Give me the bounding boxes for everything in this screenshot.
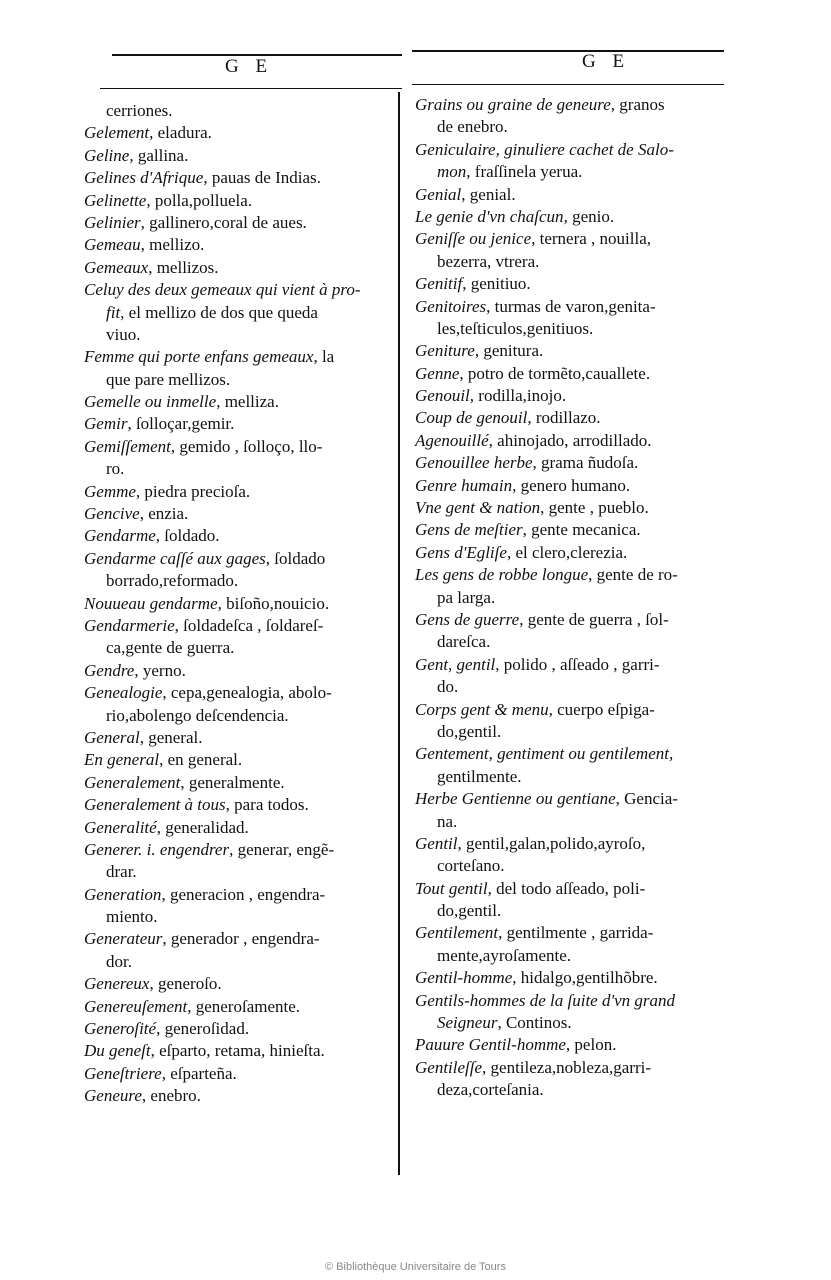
translation: , el clero,clerezia. [506, 542, 628, 562]
headword: Herbe Gentienne ou gentiane [415, 789, 616, 809]
headword: Gemelle ou inmelle [84, 392, 217, 412]
translation: , ahinojado, arrodillado. [488, 430, 652, 450]
headword: Genne [415, 363, 460, 383]
headword: Geniſſe ou jenice [415, 229, 532, 249]
headword: Generalement à tous [84, 795, 226, 815]
headword: Gendarmerie [84, 615, 175, 635]
entry-line [84, 570, 402, 592]
translation: , del todo aſſeado, poli- [487, 878, 646, 898]
translation: gentilmente. [437, 766, 522, 786]
entry-line [415, 206, 733, 228]
headword: Genouillee herbe [415, 453, 533, 473]
entry-line [415, 743, 733, 765]
headword: Generalité [84, 817, 157, 837]
headword: Gent, gentil [415, 654, 496, 674]
headword: Gentilement [415, 923, 499, 943]
entry-line [415, 1079, 733, 1101]
entry-line [415, 833, 733, 855]
entry-line [84, 1018, 402, 1040]
headword: Tout gentil [415, 878, 488, 898]
entry-line [415, 587, 733, 609]
translation: , granos [610, 95, 665, 114]
headword: Genereuſement [84, 996, 188, 1016]
headword: Gemiſſement [84, 436, 171, 456]
entry-line [84, 928, 402, 950]
translation: dor. [106, 951, 132, 971]
entry-line [415, 273, 733, 295]
entry-line [415, 184, 733, 206]
entry-line [84, 257, 402, 279]
headword: Agenouillé [415, 430, 489, 450]
translation: , generoſamente. [187, 996, 301, 1016]
headword: Gens de meſtier [415, 520, 523, 540]
entry-line [415, 318, 733, 340]
translation: , gente , pueblo. [540, 498, 649, 518]
translation: , general. [139, 727, 203, 747]
entry-line [84, 973, 402, 995]
entry-line [84, 391, 402, 413]
headword: Gelinette [84, 190, 147, 210]
entry-line [415, 475, 733, 497]
translation: , melliza. [216, 392, 279, 412]
entry-line [84, 503, 402, 525]
translation: , genitiuo. [462, 274, 531, 294]
translation: viuo. [106, 324, 141, 344]
entry-line [84, 369, 402, 391]
translation: , mellizos. [148, 257, 219, 277]
top-rule-right [412, 50, 724, 52]
translation: , eſparteña. [161, 1063, 237, 1083]
translation: na. [437, 811, 458, 831]
entry-line [415, 945, 733, 967]
entry-line [84, 212, 402, 234]
translation: , potro de tormẽto,cauallete. [459, 363, 651, 383]
entry-line [84, 615, 402, 637]
entry-line [84, 794, 402, 816]
entry-line [84, 660, 402, 682]
translation: , para todos. [225, 795, 309, 815]
entry-line [415, 1012, 733, 1034]
entry-line [415, 161, 733, 183]
headword: Genial [415, 184, 462, 204]
translation: , gentileza,nobleza,garri- [482, 1057, 651, 1077]
headword: mon [437, 162, 467, 182]
translation: , hidalgo,gentilhõbre. [512, 968, 658, 988]
headword: Gelement [84, 123, 150, 143]
translation: mente,ayroſamente. [437, 945, 572, 965]
entry-line [415, 631, 733, 653]
entry-line [415, 721, 733, 743]
translation: dareſca. [437, 632, 491, 652]
translation: , enebro. [141, 1086, 201, 1106]
entry-line [84, 1040, 402, 1062]
headword: Corps gent & menu [415, 699, 549, 719]
translation: , cuerpo eſpiga- [548, 699, 655, 719]
header-rule-right [412, 84, 724, 85]
entry-line [84, 637, 402, 659]
headword: Generateur [84, 929, 163, 949]
translation: cerriones. [106, 101, 173, 120]
entry-line [415, 564, 733, 586]
headword: Geneure [84, 1086, 142, 1106]
translation: , pauas de Indias. [203, 168, 321, 188]
headword: Gelinier [84, 212, 141, 232]
entry-line [84, 749, 402, 771]
entry-line [415, 519, 733, 541]
headword: Gens d'Egliſe [415, 542, 507, 562]
translation: , gentilmente , garrida- [498, 923, 654, 943]
translation: les,teſticulos,genitiuos. [437, 318, 594, 338]
translation: , piedra precioſa. [135, 481, 251, 501]
entry-line [415, 116, 733, 138]
headword: Gentement, gentiment ou gentilement, [415, 744, 674, 764]
headword: Le genie d'vn chaſcun [415, 206, 564, 226]
translation: , gallina. [129, 145, 189, 165]
entry-line [415, 900, 733, 922]
translation: , cepa,genealogia, abolo- [162, 683, 332, 703]
headword: Les gens de robbe longue [415, 565, 589, 585]
entry-line [84, 861, 402, 883]
entry-line [84, 548, 402, 570]
entry-line [415, 251, 733, 273]
headword: Celuy des deux gemeaux qui vient à pro- [84, 280, 361, 300]
entry-line [415, 407, 733, 429]
entry-line [415, 811, 733, 833]
translation: , grama ñudoſa. [532, 453, 639, 473]
headword: Du geneſt [84, 1041, 151, 1061]
headword: Generalement [84, 772, 181, 792]
entry-line [415, 654, 733, 676]
translation: , fraſſinela yerua. [466, 162, 583, 182]
headword: Gentils-hommes de la ſuite d'vn grand [415, 990, 676, 1010]
headword: Pauure Gentil-homme [415, 1035, 566, 1055]
headword: Genre humain [415, 475, 513, 495]
entry-line [415, 967, 733, 989]
headword: Nouueau gendarme [84, 593, 218, 613]
translation: , mellizo. [140, 235, 205, 255]
entry-line [415, 676, 733, 698]
translation: , yerno. [134, 660, 186, 680]
entry-line [84, 346, 402, 368]
headword: Geniculaire, ginuliere cachet de Salo- [415, 139, 674, 159]
headword: Gencive [84, 504, 140, 524]
translation: do. [437, 677, 459, 697]
entry-line [84, 817, 402, 839]
entry-line [84, 145, 402, 167]
copyright-footer: © Bibliothèque Universitaire de Tours [325, 1261, 506, 1273]
headword: Seigneur [437, 1013, 498, 1033]
entry-line [415, 699, 733, 721]
entry-line [84, 996, 402, 1018]
headword: En general [84, 750, 160, 770]
translation: , enzia. [139, 504, 189, 524]
headword: Gemme [84, 481, 136, 501]
entry-line [415, 139, 733, 161]
headword: Coup de genouil [415, 408, 528, 428]
entry-line [415, 609, 733, 631]
headword: Gemeau [84, 235, 141, 255]
translation: drar. [106, 862, 137, 882]
headword: Genouil [415, 386, 470, 406]
translation: , generalmente. [180, 772, 285, 792]
entry-line [84, 727, 402, 749]
headword: Gendarme caſſé aux gages [84, 548, 266, 568]
translation: , ſoldado [265, 548, 326, 568]
translation: , ſolloçar,gemir. [127, 414, 235, 434]
headword: Gendre [84, 660, 135, 680]
entry-line [415, 340, 733, 362]
translation: deza,corteſania. [437, 1080, 544, 1100]
entry-line [84, 458, 402, 480]
headword: Geline [84, 145, 130, 165]
translation: ro. [106, 459, 125, 479]
translation: bezerra, vtrera. [437, 251, 540, 271]
entry-line [84, 167, 402, 189]
running-header-right: G E [582, 51, 631, 72]
entry-line [415, 497, 733, 519]
translation: , Gencia- [615, 789, 678, 809]
translation: , genial. [461, 184, 516, 204]
entry-line [84, 413, 402, 435]
entry-line [84, 772, 402, 794]
entry-line [415, 1057, 733, 1079]
entry-line [415, 1034, 733, 1056]
translation: , eladura. [149, 123, 212, 143]
headword: Generer. i. engendrer [84, 839, 230, 859]
translation: , generoſo. [149, 974, 222, 994]
translation: , pelon. [565, 1035, 617, 1055]
translation: , genero humano. [512, 475, 631, 495]
entry-line [415, 452, 733, 474]
entry-line [415, 855, 733, 877]
entry-line [415, 430, 733, 452]
entry-line [415, 788, 733, 810]
translation: , genitura. [474, 341, 544, 361]
left-column [84, 100, 402, 1108]
translation: , el mellizo de dos que queda [120, 302, 318, 322]
entry-line [84, 234, 402, 256]
translation: , gente mecanica. [522, 520, 641, 540]
entry-line [84, 481, 402, 503]
headword: Generation [84, 884, 162, 904]
entry-line [415, 228, 733, 250]
entry-line [84, 593, 402, 615]
headword: Grains ou graine de geneure [415, 95, 611, 114]
translation: , genio. [563, 206, 615, 226]
translation: , generalidad. [156, 817, 249, 837]
entry-line [415, 94, 733, 116]
headword: Gemir [84, 414, 128, 434]
headword: Geniture [415, 341, 475, 361]
translation: , gallinero,coral de aues. [140, 212, 307, 232]
right-column [415, 94, 733, 1102]
entry-line [84, 279, 402, 301]
headword: Gentileſſe [415, 1057, 483, 1077]
entry-line [84, 839, 402, 861]
entry-line [84, 906, 402, 928]
headword: General [84, 727, 140, 747]
headword: Geneſtriere [84, 1063, 162, 1083]
translation: , generoſidad. [156, 1019, 250, 1039]
entry-line [415, 363, 733, 385]
headword: Gendarme [84, 526, 156, 546]
translation: , ſoldado. [155, 526, 220, 546]
entry-line [415, 878, 733, 900]
entry-line [84, 302, 402, 324]
entry-line [84, 525, 402, 547]
translation: , turmas de varon,genita- [486, 296, 656, 316]
translation: , biſoño,nouicio. [217, 593, 330, 613]
headword: Genitif [415, 274, 463, 294]
headword: Femme qui porte enfans gemeaux [84, 347, 314, 367]
translation: de enebro. [437, 117, 508, 137]
entry-line [84, 190, 402, 212]
headword: Genereux [84, 974, 150, 994]
entry-line [415, 766, 733, 788]
translation: corteſano. [437, 856, 505, 876]
translation: , polla,polluela. [146, 190, 253, 210]
entry-line [84, 324, 402, 346]
entry-line [84, 705, 402, 727]
translation: , generacion , engendra- [161, 884, 326, 904]
translation: , la [313, 347, 335, 367]
translation: , ternera , nouilla, [531, 229, 652, 249]
translation: , ſoldadeſca , ſoldareſ- [174, 615, 324, 635]
entry-line [415, 990, 733, 1012]
entry-line [415, 296, 733, 318]
headword: fit [106, 302, 121, 322]
translation: , eſparto, retama, hinieſta. [150, 1041, 325, 1061]
entry-line [84, 100, 402, 122]
translation: rio,abolengo deſcendencia. [106, 705, 289, 725]
entry-line [84, 1085, 402, 1107]
entry-line [84, 436, 402, 458]
headword: Genitoires [415, 296, 487, 316]
translation: miento. [106, 907, 158, 927]
translation: , gente de guerra , ſol- [519, 609, 669, 629]
entry-line [84, 884, 402, 906]
headword: Gens de guerre [415, 609, 520, 629]
headword: Gelines d'Afrique [84, 168, 204, 188]
entry-line [84, 682, 402, 704]
headword: Gentil [415, 833, 458, 853]
headword: Genealogie [84, 683, 163, 703]
entry-line [415, 542, 733, 564]
translation: do,gentil. [437, 901, 502, 921]
entry-line [84, 951, 402, 973]
entry-line [84, 1063, 402, 1085]
entry-line [415, 385, 733, 407]
translation: , rodilla,inojo. [469, 386, 567, 406]
translation: , rodillazo. [527, 408, 601, 428]
translation: do,gentil. [437, 721, 502, 741]
translation: pa larga. [437, 587, 496, 607]
entry-line [415, 922, 733, 944]
header-rule-left [100, 88, 402, 89]
translation: , gente de ro- [588, 565, 678, 585]
translation: , en general. [159, 750, 243, 770]
translation: borrado,reformado. [106, 571, 239, 591]
headword: Gentil-homme [415, 968, 513, 988]
translation: , gentil,galan,polido,ayroſo, [457, 833, 646, 853]
translation: , generar, engẽ- [229, 839, 335, 859]
translation: , polido , aſſeado , garri- [495, 654, 660, 674]
translation: , Continos. [497, 1013, 572, 1033]
entry-line [84, 122, 402, 144]
translation: que pare mellizos. [106, 369, 231, 389]
translation: , generador , engendra- [162, 929, 320, 949]
translation: ca,gente de guerra. [106, 638, 235, 658]
translation: , gemido , ſolloço, llo- [170, 436, 323, 456]
running-header-left: G E [225, 56, 274, 77]
headword: Gemeaux [84, 257, 149, 277]
headword: Generoſité [84, 1019, 157, 1039]
headword: Vne gent & nation [415, 498, 541, 518]
